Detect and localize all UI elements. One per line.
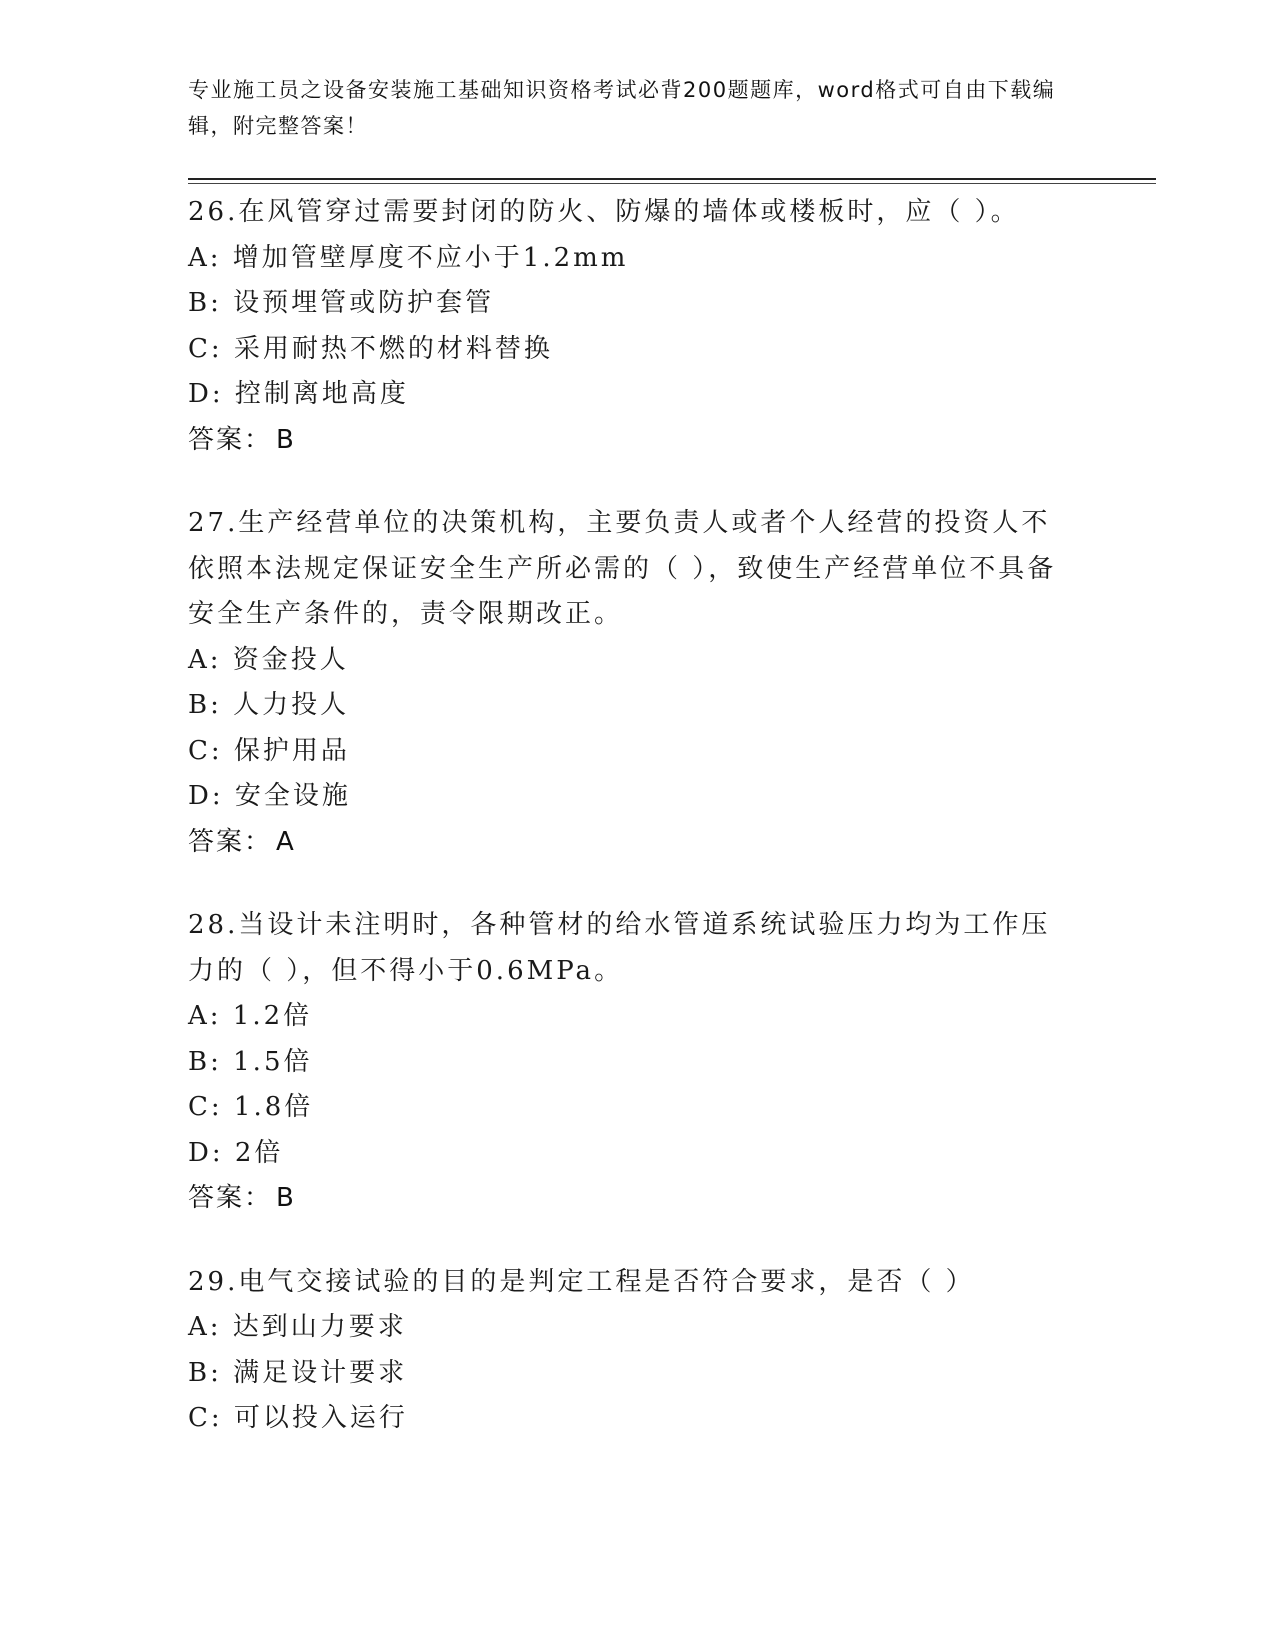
option-a: A: 达到山力要求 — [188, 1312, 407, 1342]
answer-line — [188, 820, 1088, 866]
header-rule-thin — [188, 183, 1156, 184]
answer-value: B — [276, 1183, 296, 1213]
answer-value: A — [276, 826, 296, 857]
answer-label: 答案： — [188, 1183, 273, 1213]
option-c: C: 1.8倍 — [188, 1092, 314, 1122]
option-c: C: 可以投入运行 — [188, 1403, 408, 1433]
answer-line — [188, 1176, 1088, 1222]
question-29 — [188, 1260, 1088, 1442]
option-a: A: 增加管壁厚度不应小于1.2mm — [188, 242, 629, 273]
option-d: D: 控制离地高度 — [188, 379, 409, 409]
option-c: C: 采用耐热不燃的材料替换 — [188, 333, 553, 364]
answer-label: 答案： — [188, 424, 273, 455]
option-a: A: 1.2倍 — [188, 1001, 313, 1031]
question-28 — [188, 903, 1088, 1222]
option-b: B: 人力投人 — [188, 690, 350, 720]
answer-value: B — [276, 424, 296, 455]
answer-label: 答案： — [188, 826, 273, 857]
option-d: D: 安全设施 — [188, 781, 351, 811]
question-text: 26.在风管穿过需要封闭的防火、防爆的墙体或楼板时，应（ ）。 — [188, 197, 1020, 227]
option-a: A: 资金投人 — [188, 644, 349, 675]
question-text: 27.生产经营单位的决策机构，主要负责人或者个人经营的投资人不依照本法规定保证安全生产所必需的（ ），致使生产经营单位不具备安全生产条件的，责令限期改正。 — [188, 508, 1057, 629]
option-d: D: 2倍 — [188, 1137, 284, 1168]
question-27 — [188, 501, 1088, 865]
option-b: B: 设预埋管或防护套管 — [188, 288, 495, 318]
option-b: B: 1.5倍 — [188, 1046, 313, 1077]
option-b: B: 满足设计要求 — [188, 1357, 408, 1388]
answer-line — [188, 418, 1088, 464]
question-26 — [188, 190, 1088, 463]
question-list — [188, 190, 1088, 1480]
question-text: 29.电气交接试验的目的是判定工程是否符合要求，是否（ ） — [188, 1266, 975, 1297]
document-header: 专业施工员之设备安装施工基础知识资格考试必背200题题库，word格式可自由下载编辑，附完整答案！ — [188, 78, 1056, 138]
option-c: C: 保护用品 — [188, 735, 350, 766]
question-text: 28.当设计未注明时，各种管材的给水管道系统试验压力均为工作压力的（ ），但不得小于0.6MPa。 — [188, 910, 1051, 986]
header-rule-thick — [188, 178, 1156, 180]
